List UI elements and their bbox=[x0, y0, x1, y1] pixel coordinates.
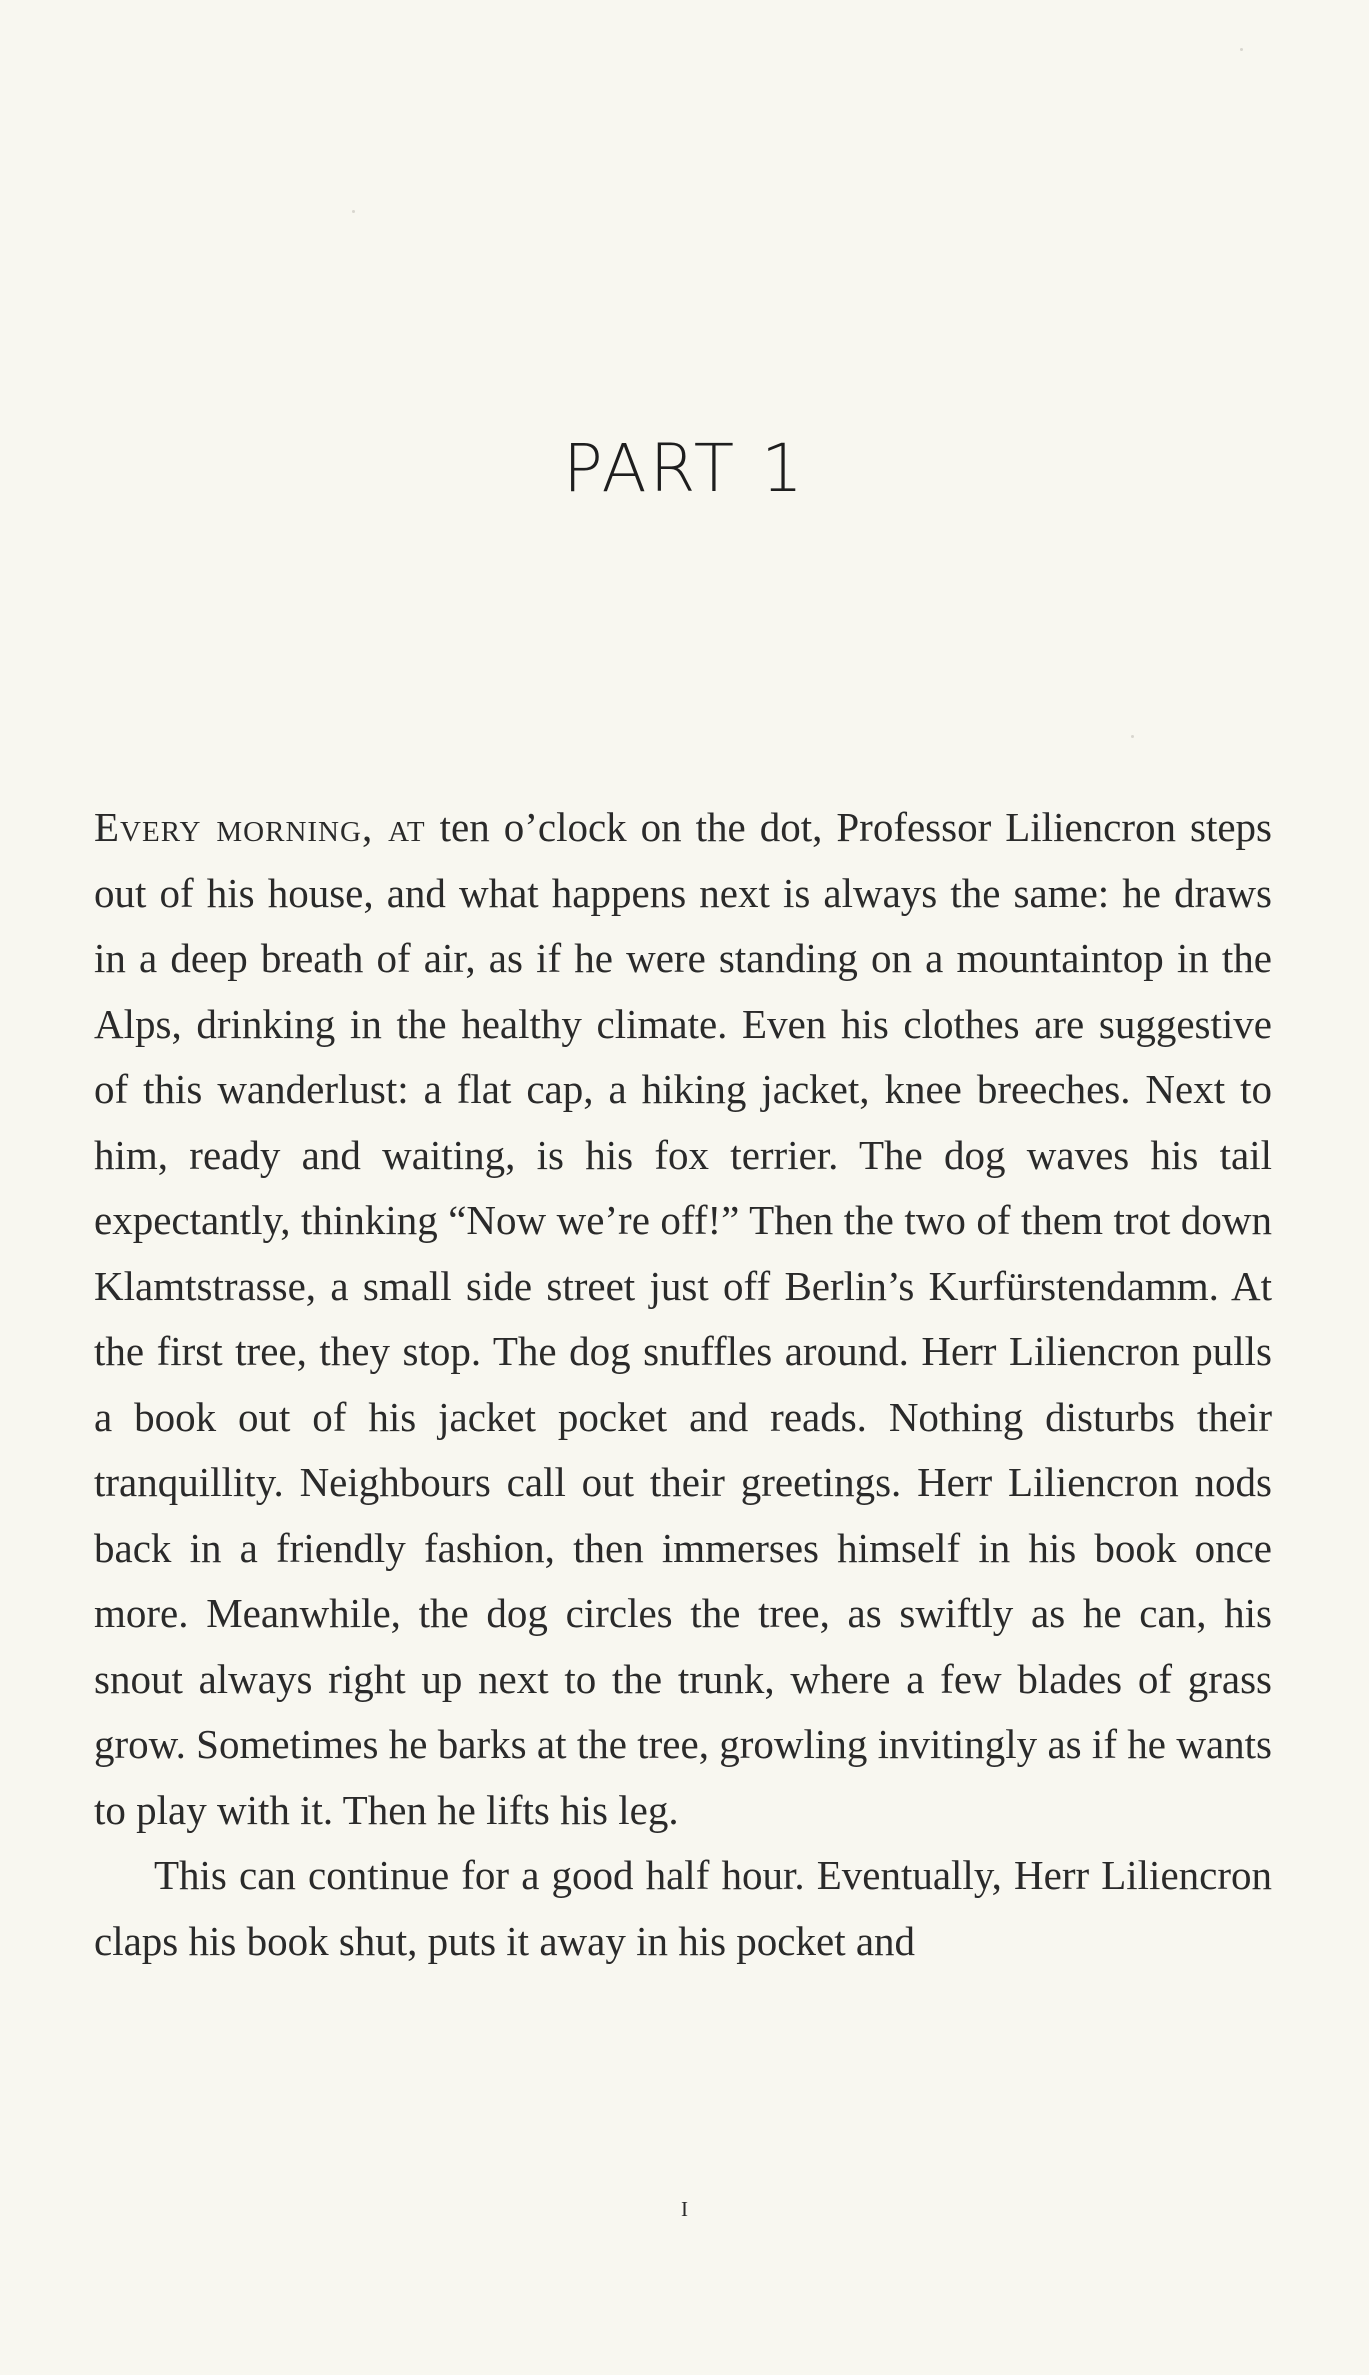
paragraph-1 bbox=[94, 795, 1272, 1843]
paragraph-1-text: ten o’clock on the dot, Professor Liliencron steps out of his house, and what happens next is always the same: he draws in a deep breath of air, as if he were standing on a mountaintop in the Alps, drinking in the healthy climate. Even his clothes are suggestive of this wanderlust: a flat cap, a hiking jacket, knee breeches. Next to him, ready and waiting, is his fox terrier. The dog waves his tail expectantly, thinking “Now we’re off!” Then the two of them trot down Klamtstrasse, a small side street just off Berlin’s Kurfürstendamm. At the first tree, they stop. The dog snuffles around. Herr Liliencron pulls a book out of his jacket pocket and reads. Nothing disturbs their tranquillity. Neighbours call out their greetings. Herr Liliencron nods back in a friendly fashion, then immerses himself in his book once more. Meanwhile, the dog circles the tree, as swiftly as he can, his snout always right up next to the trunk, where a few blades of grass grow. Sometimes he barks at the tree, growling invitingly as if he wants to play with it. Then he lifts his leg. bbox=[94, 804, 1272, 1833]
opening-smallcaps: Every morning, at bbox=[94, 804, 426, 850]
paper-speck bbox=[1131, 735, 1134, 738]
paper-speck bbox=[1240, 48, 1243, 51]
paper-speck bbox=[352, 210, 355, 213]
page-number: i bbox=[681, 2190, 688, 2223]
body-text bbox=[94, 795, 1272, 1974]
part-heading: PART 1 bbox=[562, 430, 807, 507]
paragraph-2: This can continue for a good half hour. Eventually, Herr Liliencron claps his book shut, puts it away in his pocket and bbox=[94, 1852, 1272, 1964]
